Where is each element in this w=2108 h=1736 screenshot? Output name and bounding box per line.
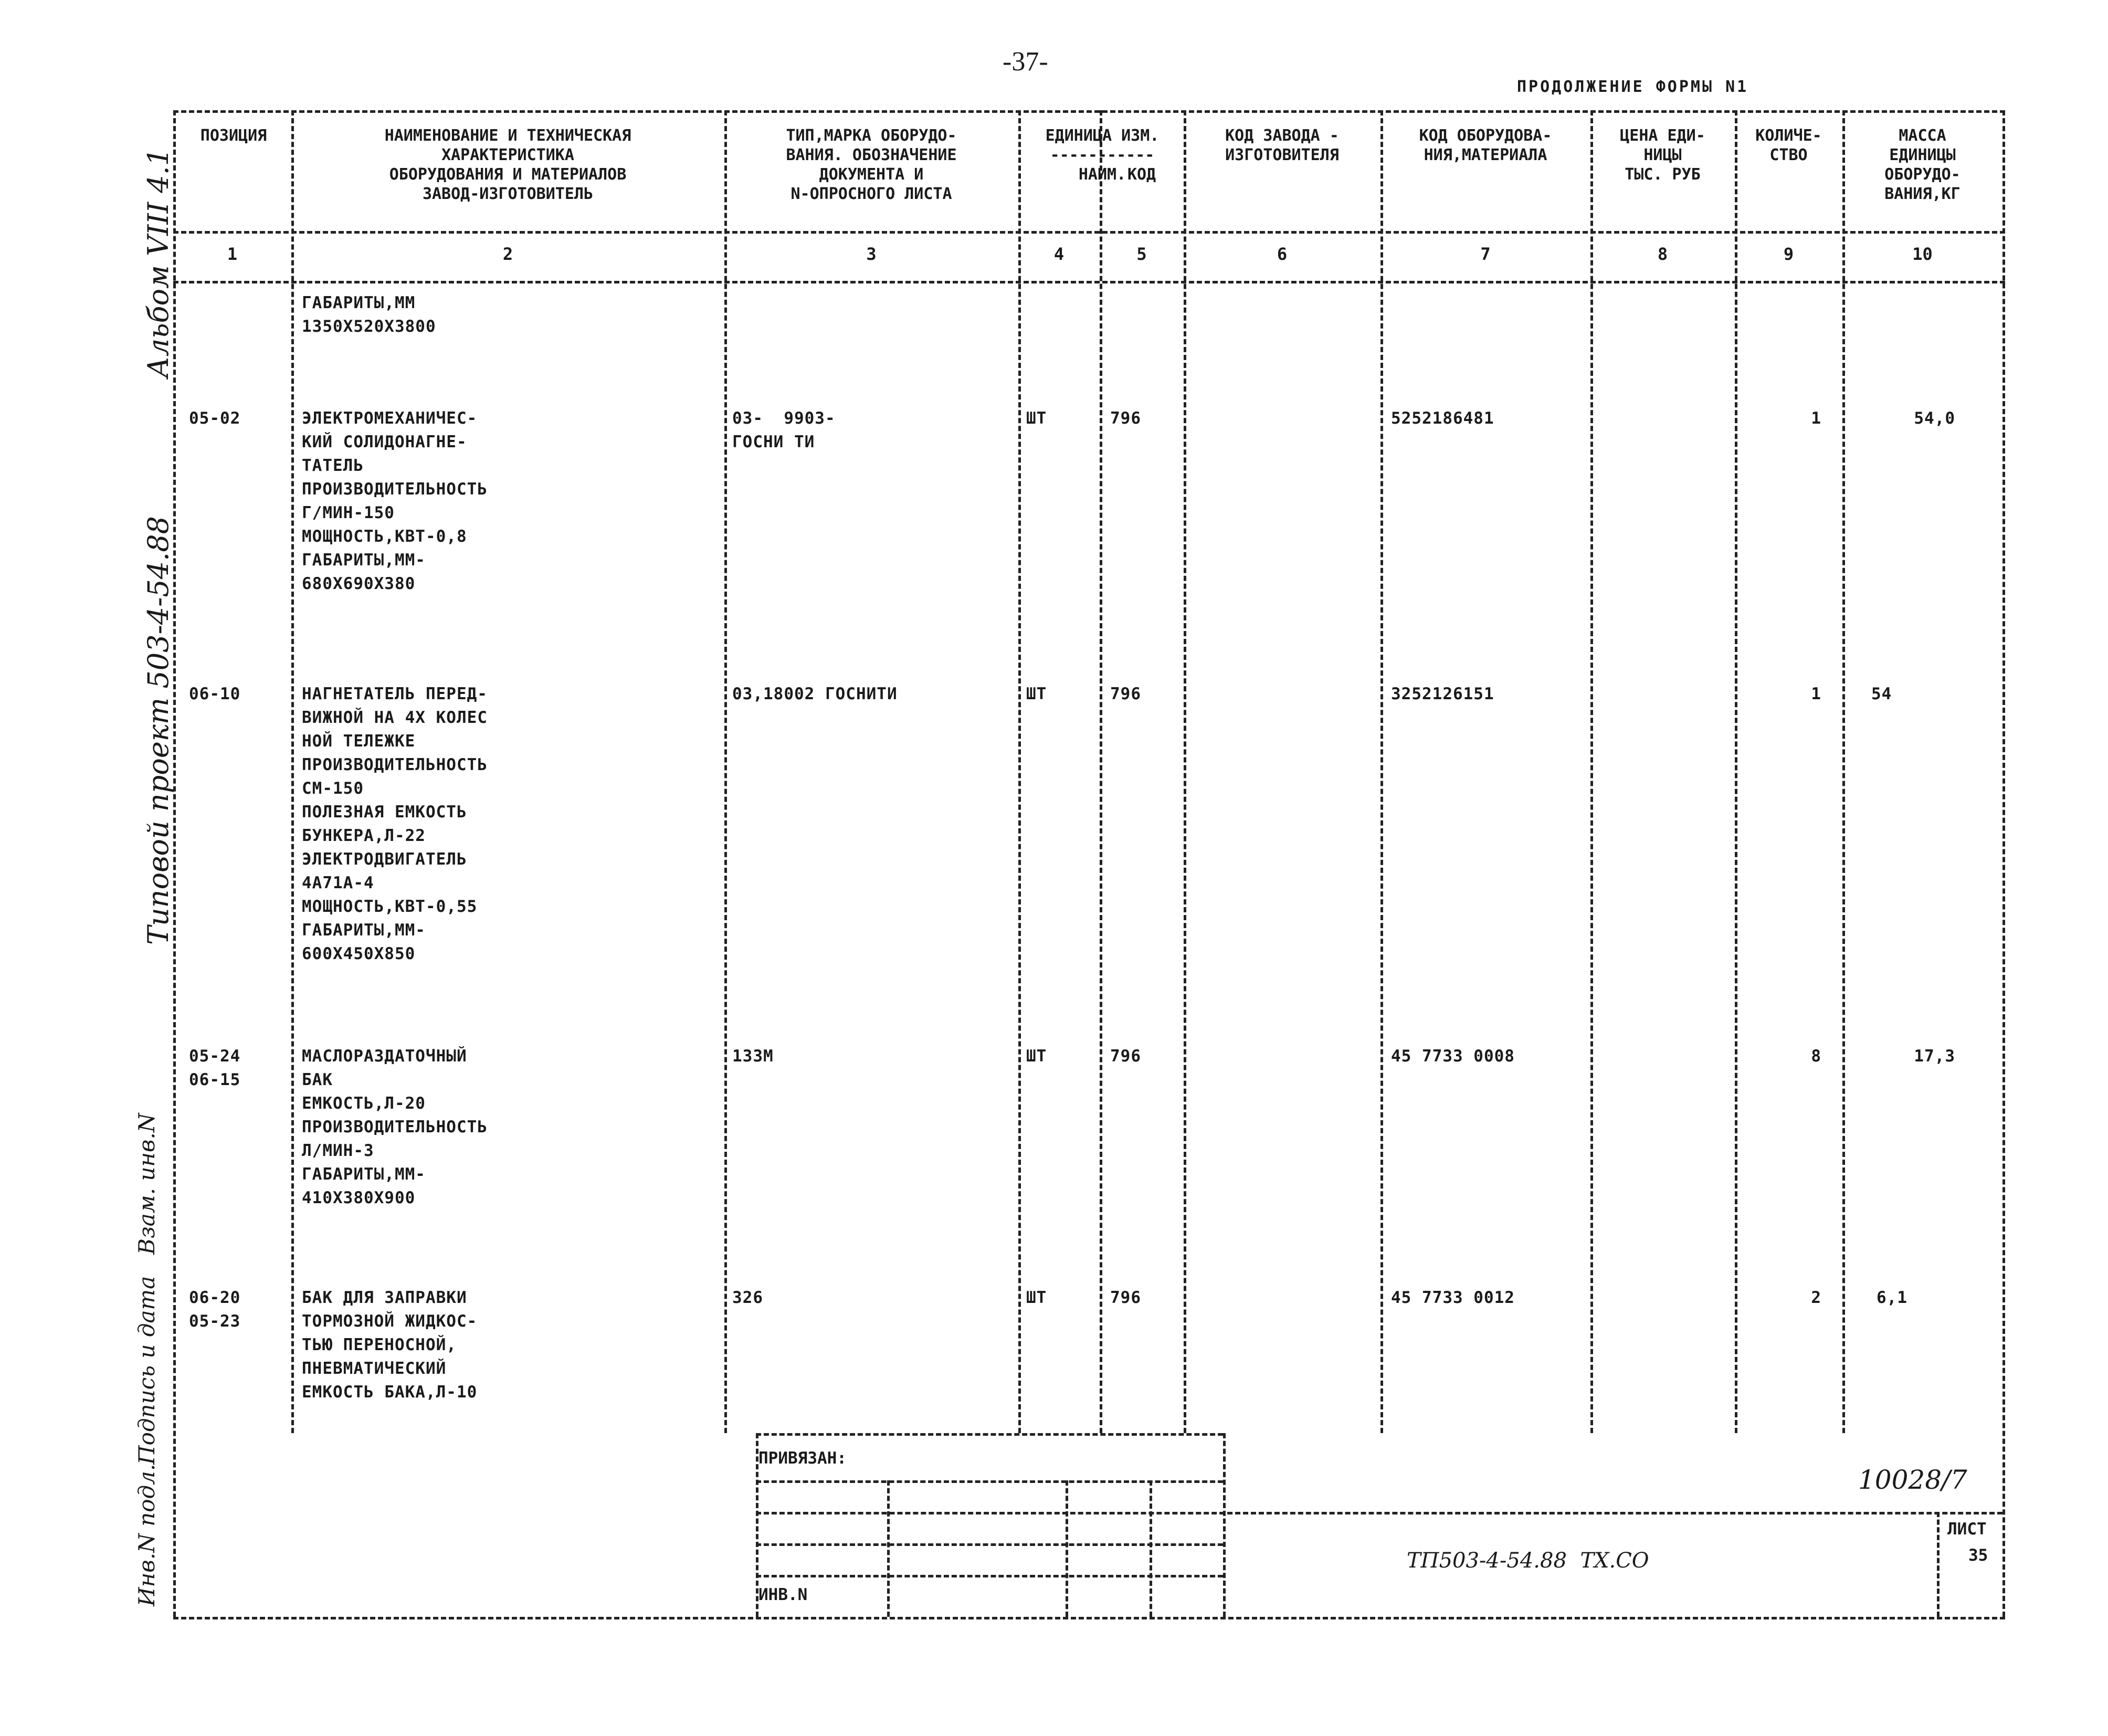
row3-equipment-code: 45 7733 0008 [1391,1047,1515,1066]
row3-unit: ШТ [1026,1047,1047,1066]
side-label-stamp-1: Взам. инв.N [134,1113,160,1255]
colnum-8: 8 [1657,244,1668,264]
side-label-stamp-2: Подпись и дата [134,1276,160,1465]
header-unit: ЕДИНИЦА ИЗМ. ----------- НАИМ. [1045,127,1160,184]
row2-unit: ШТ [1026,685,1047,703]
handwritten-number: 10028/7 [1858,1465,1967,1495]
stamp-line-4 [756,1543,1223,1546]
row4-code: 796 [1110,1288,1141,1307]
colnum-4: 4 [1053,244,1064,264]
row1-qty: 1 [1811,409,1821,428]
stamp-line-5 [756,1575,1223,1577]
stamp-v-4 [1150,1480,1152,1617]
row3-qty: 8 [1811,1047,1821,1066]
header-plant-code: КОД ЗАВОДА - ИЗГОТОВИТЕЛЯ [1225,127,1339,164]
row3-mass: 17,3 [1914,1047,1955,1066]
row4-type: 326 [732,1288,763,1307]
header-qty: КОЛИЧЕ- СТВО [1755,127,1822,164]
stamp-inv: ИНВ.N [758,1585,808,1604]
row2-qty: 1 [1811,685,1821,703]
header-price: ЦЕНА ЕДИ- НИЦЫ ТЫС. РУБ [1620,127,1705,184]
colnum-7: 7 [1480,244,1491,264]
colnum-10: 10 [1912,244,1933,264]
row3-position: 05-24 06-15 [189,1047,241,1089]
colnum-9: 9 [1783,244,1794,264]
row4-position: 06-20 05-23 [189,1288,241,1331]
stamp-privyazan: ПРИВЯЗАН: [758,1449,847,1468]
col-line-10 [2002,110,2005,1617]
row4-name: БАК ДЛЯ ЗАПРАВКИ ТОРМОЗНОЙ ЖИДКОС- ТЬЮ ПЕРЕНОСНОЙ, ПНЕВМАТИЧЕСКИЙ ЕМКОСТЬ БАКА,Л-10 [302,1288,478,1402]
row4-unit: ШТ [1026,1288,1047,1307]
col-line-6 [1380,110,1383,1433]
header-equipment-code: КОД ОБОРУДОВА- НИЯ,МАТЕРИАЛА [1419,127,1552,164]
colnum-divider [173,281,2005,283]
row2-code: 796 [1110,685,1141,703]
sheet-number: 35 [1968,1546,1988,1565]
col-line-0 [173,110,176,1617]
row3-type: 133М [732,1047,774,1066]
header-mass: МАССА ЕДИНИЦЫ ОБОРУДО- ВАНИЯ,КГ [1884,127,1961,203]
stamp-top-line [756,1433,1223,1436]
row3-name: МАСЛОРАЗДАТОЧНЫЙ БАК ЕМКОСТЬ,Л-20 ПРОИЗВОДИТЕЛЬНОСТЬ Л/МИН-3 ГАБАРИТЫ,ММ- 410Х380Х900 [302,1047,488,1207]
colnum-3: 3 [866,244,877,264]
colnum-2: 2 [502,244,513,264]
row2-mass: 54 [1871,685,1892,703]
col-line-8 [1735,110,1737,1433]
row4-equipment-code: 45 7733 0012 [1391,1288,1515,1307]
row1-type: 03- 9903- ГОСНИ ТИ [732,409,836,451]
row1-code: 796 [1110,409,1141,428]
col-line-4 [1100,110,1102,1433]
col-line-1 [291,110,294,1433]
side-label-project: Типовой проект 503-4-54.88 [142,516,175,945]
header-position: ПОЗИЦИЯ [200,127,267,145]
col-line-2 [724,110,727,1433]
row4-mass: 6,1 [1877,1288,1907,1307]
row1-mass: 54,0 [1914,409,1955,428]
row2-position: 06-10 [189,685,241,703]
col-line-5 [1184,110,1186,1433]
stamp-v-2 [887,1480,890,1617]
header-name: НАИМЕНОВАНИЕ И ТЕХНИЧЕСКАЯ ХАРАКТЕРИСТИКА ОБОРУДОВАНИЯ И МАТЕРИАЛОВ ЗАВОД-ИЗГОТОВИТЕЛЬ [384,127,631,203]
row1-equipment-code: 5252186481 [1391,409,1494,428]
colnum-1: 1 [227,244,238,264]
row2-name: НАГНЕТАТЕЛЬ ПЕРЕД- ВИЖНОЙ НА 4Х КОЛЕС НОЙ ТЕЛЕЖКЕ ПРОИЗВОДИТЕЛЬНОСТЬ СМ-150 ПОЛЕЗНАЯ ЕМКОСТЬ БУНКЕРА,Л-22 ЭЛЕКТРОДВИГАТЕЛЬ 4А71А-4 МОЩНОСТЬ,КВТ-0,55 ГАБАРИТЫ,ММ- 600Х450Х850 [302,685,488,963]
side-label-stamp-3: Инв.N подл. [134,1464,160,1606]
side-label-album: Альбом VIII 4.1 [142,148,175,378]
header-code: КОД [1127,165,1156,184]
row1-name: ЭЛЕКТРОМЕХАНИЧЕС- КИЙ СОЛИДОНАГНЕ- ТАТЕЛЬ ПРОИЗВОДИТЕЛЬНОСТЬ Г/МИН-150 МОЩНОСТЬ,КВТ-0,8 ГАБАРИТЫ,ММ- 680Х690Х380 [302,409,488,593]
table-top-line [173,110,2005,113]
row3-code: 796 [1110,1047,1141,1066]
col-line-9 [1842,110,1845,1433]
header-divider [173,231,2005,234]
stamp-line-3 [756,1512,2002,1514]
continuation-note: ПРОДОЛЖЕНИЕ ФОРМЫ N1 [1517,78,1749,96]
row2-type: 03,18002 ГОСНИТИ [732,685,898,703]
table-bottom-line [173,1617,2005,1619]
row1-unit: ШТ [1026,409,1047,428]
sheet-box-line [1937,1512,1940,1617]
header-type: ТИП,МАРКА ОБОРУДО- ВАНИЯ. ОБОЗНАЧЕНИЕ ДОКУМЕНТА И N-ОПРОСНОГО ЛИСТА [786,127,957,203]
stamp-line-2 [756,1480,1223,1483]
form-table [173,110,2005,1617]
stamp-v-3 [1066,1480,1068,1617]
col-line-3 [1018,110,1021,1433]
colnum-5: 5 [1136,244,1147,264]
document-code: ТП503-4-54.88 ТХ.СО [1407,1549,1649,1573]
col-line-7 [1590,110,1593,1433]
row2-equipment-code: 3252126151 [1391,685,1494,703]
row4-qty: 2 [1811,1288,1821,1307]
stamp-v-5 [1223,1433,1226,1617]
sheet-label: ЛИСТ [1947,1520,1987,1539]
row1-position: 05-02 [189,409,241,428]
page-number: -37- [1003,47,1048,77]
colnum-6: 6 [1277,244,1288,264]
row0-name: ГАБАРИТЫ,ММ 1350Х520Х3800 [302,293,436,336]
